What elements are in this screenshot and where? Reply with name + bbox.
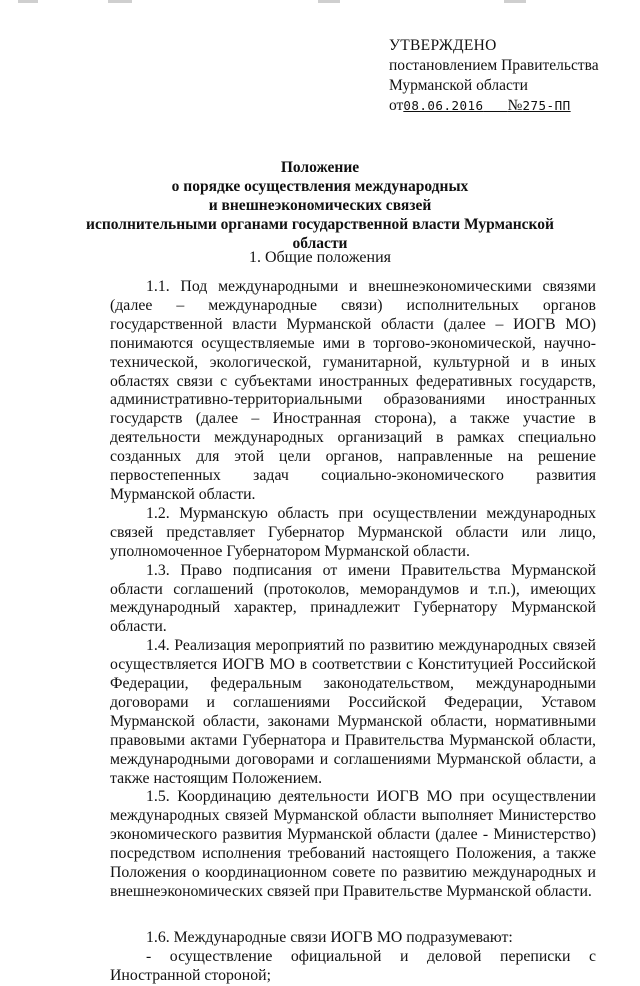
list-item: - осуществление официальной и деловой переписки с Иностранной стороной;: [110, 947, 596, 984]
section-heading: 1. Общие положения: [248, 249, 392, 266]
document-title: [60, 158, 580, 253]
approval-line: постановлением Правительства: [389, 57, 599, 74]
approval-heading: УТВЕРЖДЕНО: [389, 37, 497, 54]
paragraph-1-6: 1.6. Международные связи ИОГВ МО подразумевают:: [146, 928, 513, 946]
scan-edge-mark: [318, 0, 340, 3]
title-line: о порядке осуществления международных: [171, 178, 469, 195]
paragraph-1-1: 1.1. Под международными и внешнеэкономическими связями (далее – международные связи) исполнительных органов государственной власти Мурманской области (далее – ИОГВ МО) понимаются осуществляемые ими в торгово-экономической, научно-технической, экологической, гуманитарной, культурной и в иных областях связи с субъектами иностранных федеративных государств, административно-территориальными образованиями иностранных государств (далее – Иностранная сторона), а также участие в деятельности международных организаций в рамках специально созданных для этой цели органов, направленные на решение первостепенных задач социально-экономического развития Мурманской области.: [110, 278, 596, 503]
approval-stamp: [389, 36, 629, 116]
scan-edge-mark: [504, 0, 526, 3]
document-body: [110, 278, 596, 986]
paragraph-1-4: 1.4. Реализация мероприятий по развитию международных связей осуществляется ИОГВ МО в соответствии с Конституцией Российской Федерации, федеральным законодательством, международными договорами и соглашениями Российской Федерации, Уставом Мурманской области, законами Мурманской области, нормативными правовыми актами Губернатора и Правительства Мурманской области, международными договорами и соглашениями Мурманской области, а также настоящим Положением.: [110, 637, 596, 787]
title-line: исполнительными органами государственной власти Мурманской области: [86, 216, 554, 252]
paragraph-1-5: 1.5. Координацию деятельности ИОГВ МО при осуществлении международных связей Мурманской области выполняет Министерство экономического развития Мурманской области (далее - Министерство) посредством исполнения требований настоящего Положения, а также Положения о координационном совете по развитию международных и внешнеэкономических связей при Правительстве Мурманской области.: [110, 788, 596, 900]
approval-line: Мурманской области: [389, 77, 528, 94]
approval-date: 08.06.2016: [403, 98, 484, 113]
title-line: и внешнеэкономических связей: [208, 197, 432, 214]
paragraph-1-3: 1.3. Право подписания от имени Правительства Мурманской области соглашений (протоколов, меморандумов и т.п.), имеющих международный характер, принадлежит Губернатору Мурманской области.: [110, 561, 596, 636]
scan-edge-mark: [108, 0, 132, 3]
approval-number: 275-ПП: [522, 98, 571, 113]
title-line: Положение: [280, 159, 360, 176]
approval-prefix: от: [389, 97, 404, 114]
paragraph-1-2: 1.2. Мурманскую область при осуществлении международных связей представляет Губернатор Мурманской области или лицо, уполномоченное Губернатором Мурманской области.: [110, 504, 596, 560]
approval-date-number: [389, 96, 629, 116]
approval-number-sign: №: [507, 97, 523, 114]
scan-edge-mark: [18, 0, 38, 3]
